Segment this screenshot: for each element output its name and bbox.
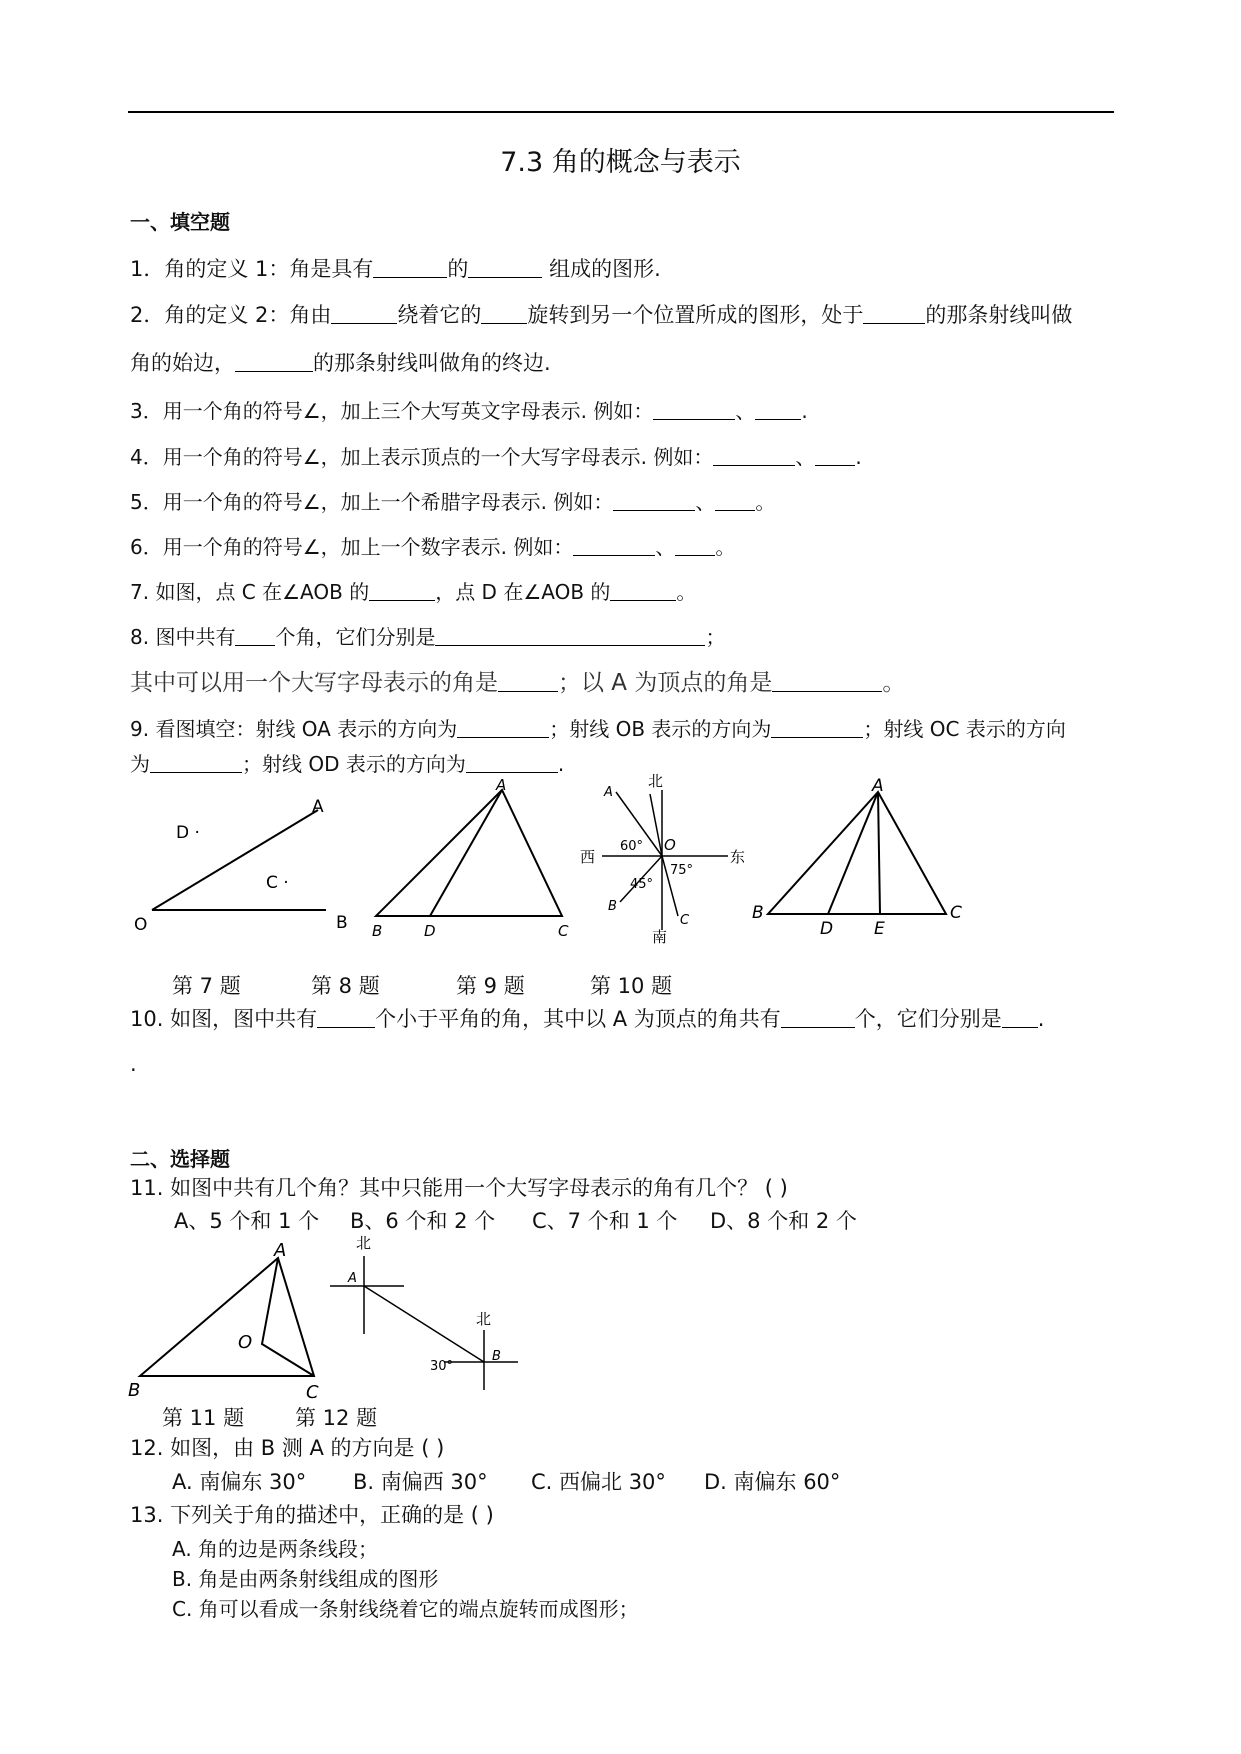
question-5: 5．用一个角的符号∠，加上一个希腊字母表示. 例如： 、 。 — [130, 490, 776, 514]
answer-blank[interactable] — [772, 668, 882, 692]
answer-blank[interactable] — [468, 256, 542, 278]
question-2-cont: 角的始边， 的那条射线叫做角的终边. — [130, 351, 551, 375]
question-13: 13. 下列关于角的描述中，正确的是 ( ) — [130, 1503, 494, 1527]
figure-8 — [368, 778, 578, 943]
answer-blank[interactable] — [771, 717, 863, 738]
label-c: C — [558, 922, 569, 940]
label-south: 南 — [652, 928, 668, 946]
label-b: B — [492, 1349, 501, 1364]
label-o: O — [664, 836, 676, 854]
figure-12 — [328, 1230, 528, 1390]
question-11: 11. 如图中共有几个角？其中只能用一个大写字母表示的角有几个？ ( ) — [130, 1176, 788, 1200]
answer-blank[interactable] — [331, 302, 397, 324]
answer-blank[interactable] — [498, 668, 558, 692]
question-6: 6．用一个角的符号∠，加上一个数字表示. 例如： 、 。 — [130, 535, 736, 559]
answer-blank[interactable] — [373, 256, 447, 278]
label-a: A — [312, 797, 324, 817]
answer-blank[interactable] — [317, 1006, 375, 1028]
caption-q10: 第 10 题 — [590, 974, 673, 998]
label-d: D — [424, 922, 436, 940]
label-d: D — [820, 919, 834, 939]
figure-10 — [748, 778, 973, 943]
label-a: A — [604, 785, 613, 800]
answer-blank[interactable] — [1002, 1006, 1038, 1028]
page-title: 7.3 角的概念与表示 — [500, 147, 741, 178]
header-rule — [128, 111, 1114, 113]
answer-blank[interactable] — [713, 445, 795, 466]
figure-7 — [128, 790, 358, 940]
question-3: 3．用一个角的符号∠，加上三个大写英文字母表示. 例如： 、 . — [130, 399, 808, 423]
figure-11 — [126, 1240, 336, 1403]
label-a: A — [274, 1240, 287, 1261]
label-45: 45° — [630, 877, 654, 892]
question-8: 8. 图中共有 个角，它们分别是 ； — [130, 625, 726, 649]
answer-blank[interactable] — [235, 350, 313, 372]
answer-blank[interactable] — [653, 399, 735, 420]
label-75: 75° — [670, 863, 694, 878]
question-7: 7. 如图，点 C 在∠AOB 的 ，点 D 在∠AOB 的 。 — [130, 580, 697, 604]
option-c[interactable]: C. 角可以看成一条射线绕着它的端点旋转而成图形； — [172, 1597, 639, 1621]
answer-blank[interactable] — [781, 1006, 855, 1028]
label-b: B — [752, 903, 764, 923]
label-north-1: 北 — [356, 1234, 372, 1252]
answer-blank[interactable] — [457, 717, 549, 738]
segment-ad — [430, 790, 502, 916]
triangle-abc — [376, 790, 562, 916]
label-a: A — [872, 776, 884, 796]
label-c: C — [950, 903, 962, 923]
label-a: A — [348, 1271, 357, 1286]
question-9-cont: 为 ；射线 OD 表示的方向为 . — [130, 752, 565, 776]
answer-blank[interactable] — [610, 580, 676, 601]
question-9: 9. 看图填空：射线 OA 表示的方向为 ；射线 OB 表示的方向为 ；射线 OC 表示的方向 — [130, 717, 1066, 741]
option-d[interactable]: D、8 个和 2 个 — [710, 1209, 857, 1233]
label-b: B — [336, 913, 348, 933]
answer-blank[interactable] — [369, 580, 435, 601]
answer-blank[interactable] — [235, 625, 275, 646]
question-1: 1．角的定义 1：角是具有 的 组成的图形. — [130, 257, 661, 281]
label-d: D · — [176, 823, 200, 843]
label-b: B — [608, 899, 617, 914]
label-c: C — [306, 1382, 319, 1403]
answer-blank[interactable] — [481, 302, 527, 324]
caption-q12: 第 12 题 — [295, 1406, 378, 1430]
label-o: O — [238, 1332, 253, 1353]
option-a[interactable]: A、5 个和 1 个 — [174, 1209, 320, 1233]
answer-blank[interactable] — [815, 445, 855, 466]
answer-blank[interactable] — [755, 399, 801, 420]
label-e: E — [874, 919, 885, 939]
triangle-abc — [768, 792, 946, 914]
answer-blank[interactable] — [675, 535, 715, 556]
option-c[interactable]: C. 西偏北 30° — [531, 1470, 666, 1494]
label-east: 东 — [730, 848, 746, 866]
caption-q7: 第 7 题 — [172, 974, 241, 998]
answer-blank[interactable] — [573, 535, 655, 556]
option-a[interactable]: A. 南偏东 30° — [172, 1470, 307, 1494]
segment-ae — [878, 792, 880, 914]
question-2: 2．角的定义 2：角由 绕着它的 旋转到另一个位置所成的图形，处于 的那条射线叫做 — [130, 303, 1073, 327]
segment-ab — [364, 1286, 484, 1362]
question-10-dot: . — [130, 1052, 137, 1076]
option-b[interactable]: B、6 个和 2 个 — [350, 1209, 496, 1233]
option-a[interactable]: A. 角的边是两条线段； — [172, 1537, 379, 1561]
option-c[interactable]: C、7 个和 1 个 — [532, 1209, 678, 1233]
question-8-cont: 其中可以用一个大写字母表示的角是 ；以 A 为顶点的角是 。 — [130, 670, 906, 696]
label-a: A — [496, 776, 507, 794]
answer-blank[interactable] — [150, 752, 242, 773]
label-b: B — [372, 922, 383, 940]
label-north: 北 — [648, 772, 664, 790]
segment-ad — [828, 792, 878, 914]
label-c: C · — [266, 873, 289, 893]
label-north-2: 北 — [476, 1310, 492, 1328]
triangle-abc — [140, 1258, 314, 1376]
label-west: 西 — [580, 848, 596, 866]
option-b[interactable]: B. 角是由两条射线组成的图形 — [172, 1567, 439, 1591]
question-12: 12. 如图，由 B 测 A 的方向是 ( ) — [130, 1436, 445, 1460]
caption-q11: 第 11 题 — [162, 1406, 245, 1430]
caption-q9: 第 9 题 — [456, 974, 525, 998]
answer-blank[interactable] — [466, 752, 558, 773]
section-choice: 二、选择题 — [130, 1147, 230, 1171]
answer-blank[interactable] — [435, 625, 705, 646]
section-fill-blank: 一、填空题 — [130, 210, 230, 234]
answer-blank[interactable] — [613, 490, 695, 511]
question-12-options — [172, 1470, 840, 1495]
answer-blank[interactable] — [715, 490, 755, 511]
label-30: 30° — [430, 1359, 454, 1374]
question-10: 10. 如图，图中共有 个小于平角的角，其中以 A 为顶点的角共有 个，它们分别是 . — [130, 1007, 1045, 1031]
question-4: 4．用一个角的符号∠，加上表示顶点的一个大写字母表示. 例如： 、 . — [130, 445, 862, 469]
label-60: 60° — [620, 839, 644, 854]
label-o: O — [134, 915, 148, 935]
segments-ao-oc — [262, 1258, 314, 1376]
option-b[interactable]: B. 南偏西 30° — [353, 1470, 488, 1494]
label-c: C — [680, 913, 690, 928]
answer-blank[interactable] — [863, 302, 925, 324]
label-b: B — [128, 1380, 141, 1401]
caption-q8: 第 8 题 — [311, 974, 380, 998]
option-d[interactable]: D. 南偏东 60° — [704, 1470, 841, 1494]
figure-9 — [578, 770, 753, 945]
